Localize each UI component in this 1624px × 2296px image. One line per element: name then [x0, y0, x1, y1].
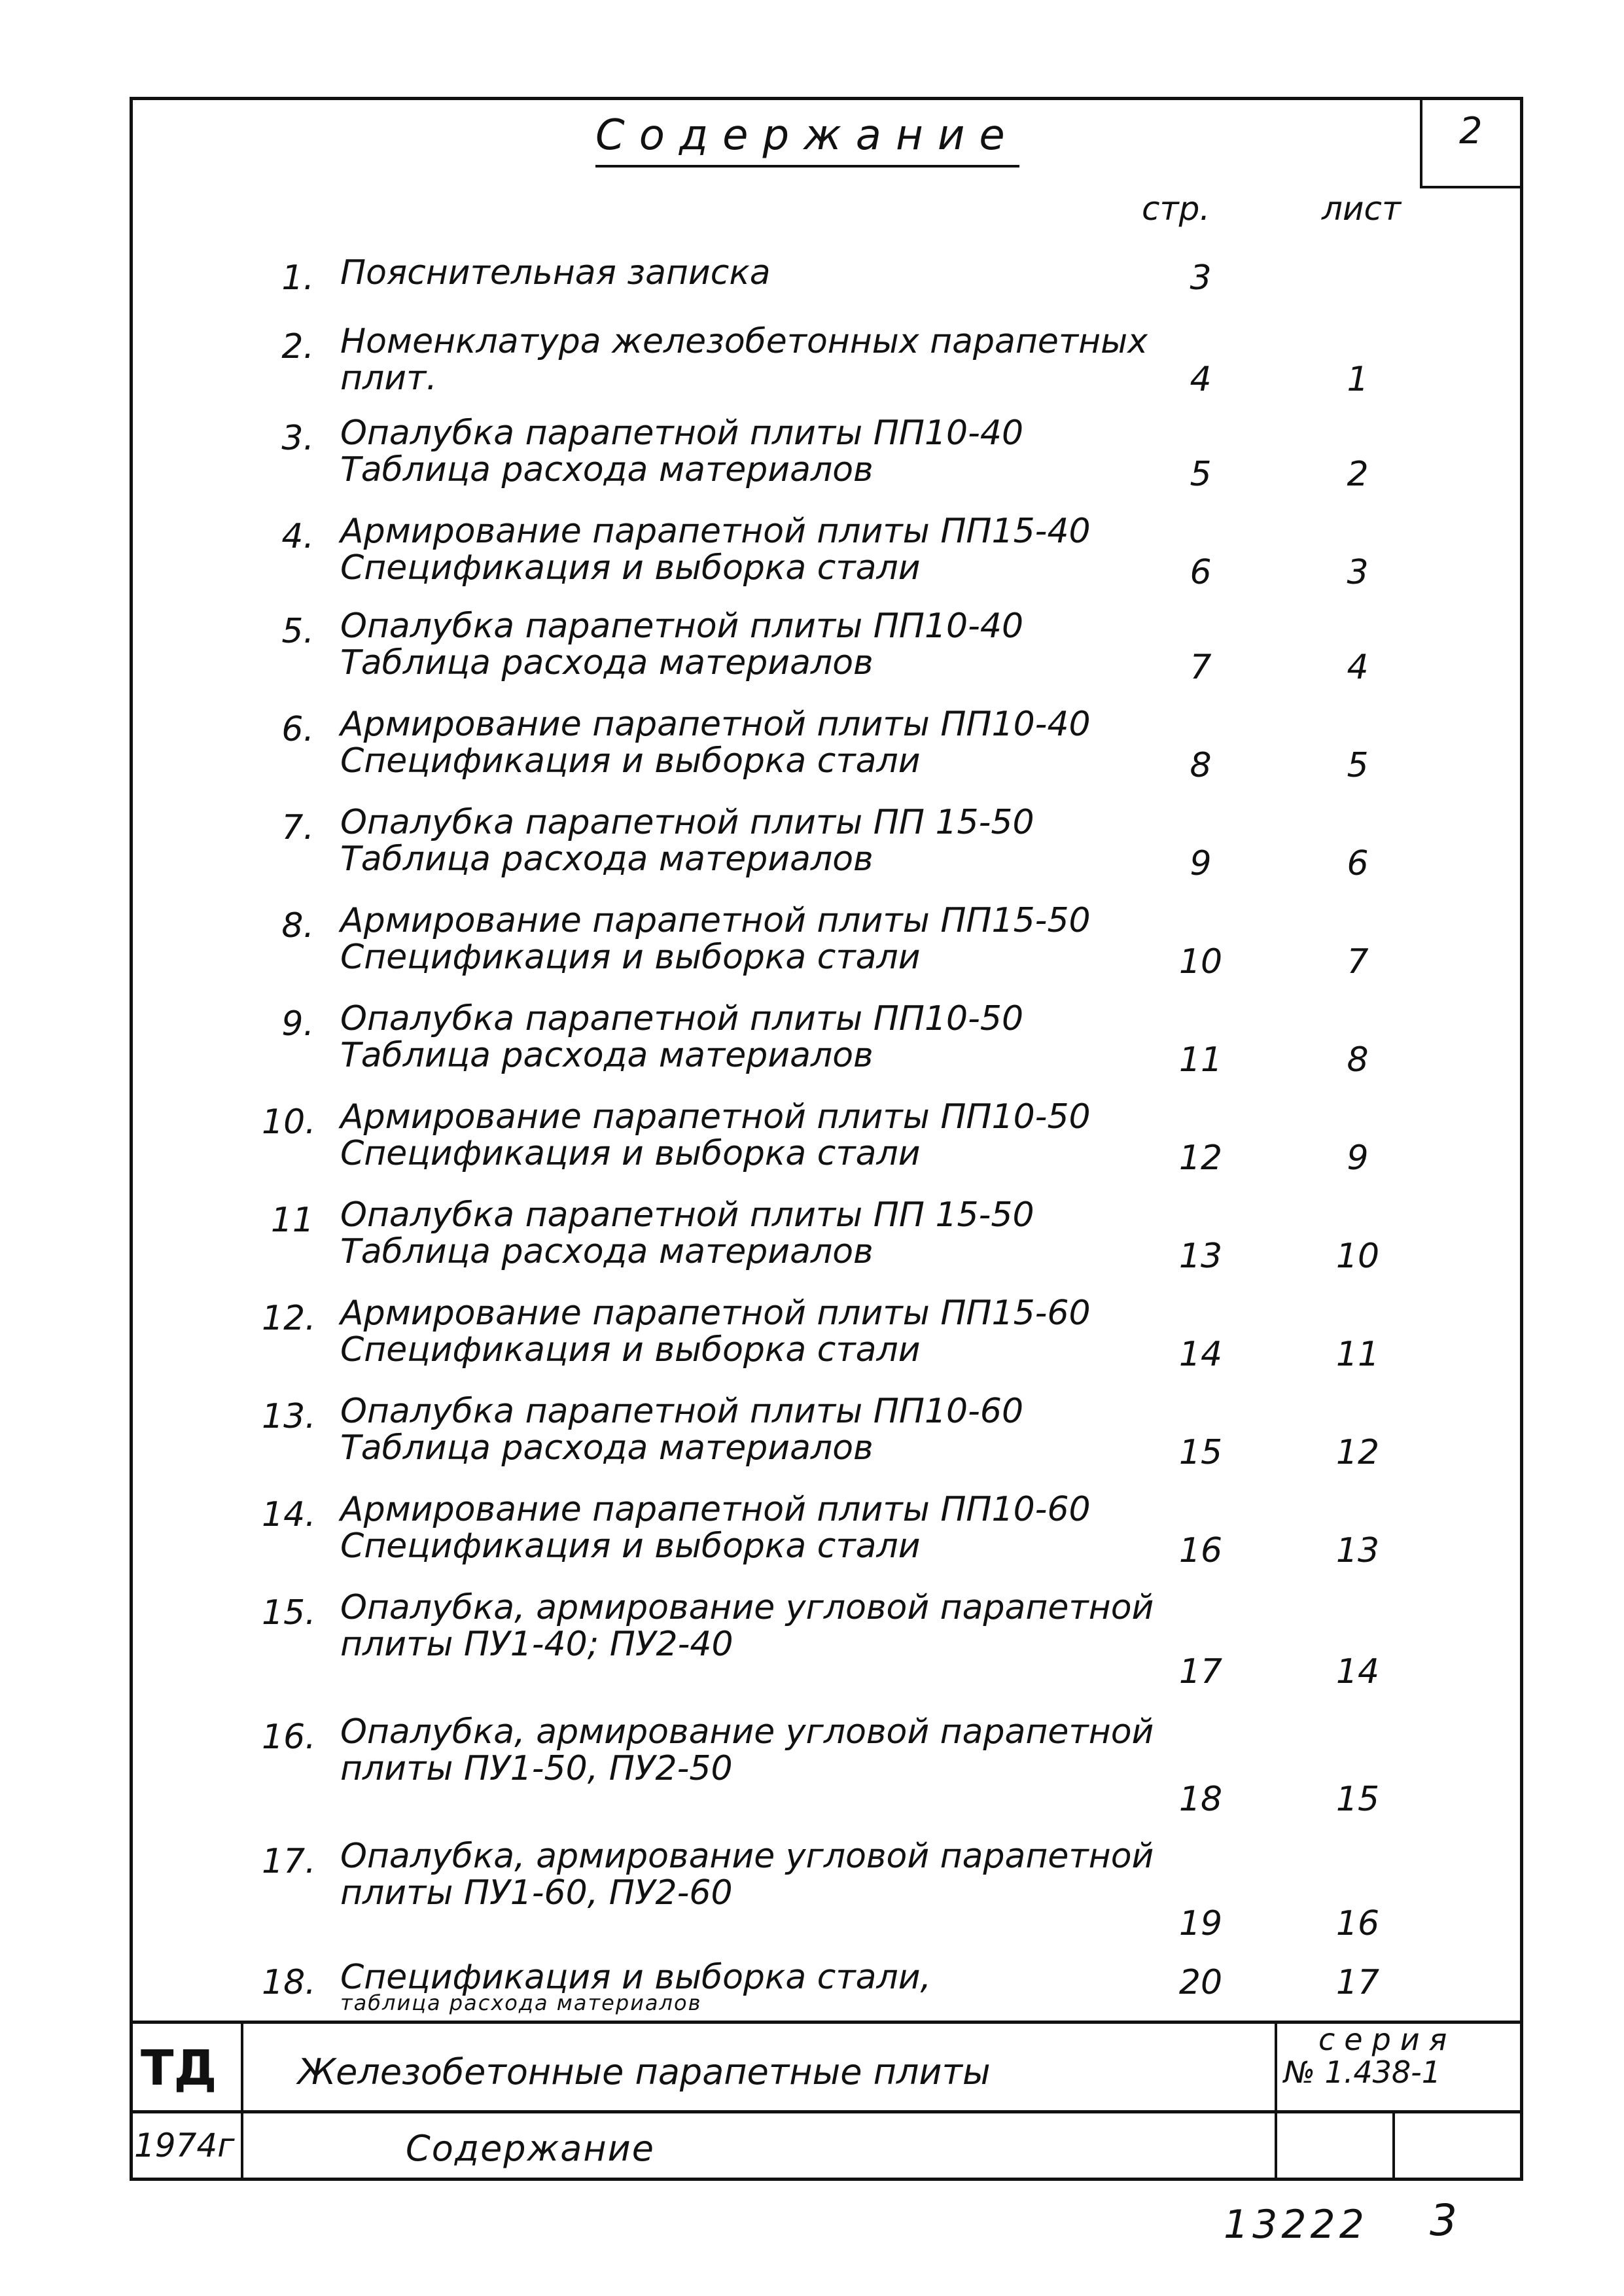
item-number: 4.	[281, 517, 314, 556]
contents-item	[0, 607, 1624, 687]
item-subtitle: плиты ПУ1-50, ПУ2-50	[340, 1749, 733, 1788]
item-sheet: 11	[1335, 1335, 1380, 1374]
item-title: Армирование парапетной плиты ПП15-40	[340, 512, 1091, 551]
contents-item	[0, 1195, 1624, 1276]
item-title: Армирование парапетной плиты ПП10-60	[340, 1490, 1091, 1529]
contents-item	[0, 1958, 1624, 2015]
item-number: 2.	[281, 327, 314, 366]
item-number: 3.	[281, 419, 314, 458]
item-sheet: 15	[1335, 1780, 1380, 1819]
item-page: 18	[1178, 1780, 1223, 1819]
item-page: 3	[1190, 258, 1212, 298]
contents-item	[0, 705, 1624, 785]
item-number: 1.	[281, 258, 314, 298]
page-title: Содержание	[595, 111, 1019, 168]
item-title: Спецификация и выборка стали,	[340, 1958, 932, 1997]
item-title: Опалубка парапетной плиты ПП10-40	[340, 607, 1024, 646]
item-number: 6.	[281, 710, 314, 749]
item-title: Опалубка, армирование угловой парапетной	[340, 1712, 1154, 1752]
contents-item	[0, 1392, 1624, 1472]
item-number: 10.	[262, 1103, 316, 1142]
item-subtitle: плиты ПУ1-60, ПУ2-60	[340, 1873, 733, 1913]
item-number: 17.	[262, 1842, 316, 1881]
stamp-top-line	[130, 2021, 1523, 2024]
item-number: 13.	[262, 1397, 316, 1436]
contents-item	[0, 512, 1624, 592]
item-sheet: 9	[1347, 1139, 1369, 1178]
item-subtitle: плит.	[340, 359, 437, 398]
item-page: 6	[1190, 553, 1212, 592]
item-page: 10	[1178, 942, 1223, 981]
item-sheet: 4	[1347, 648, 1369, 687]
contents-item	[0, 1837, 1624, 1943]
item-subtitle: Таблица расхода материалов	[340, 839, 874, 879]
item-sheet: 10	[1335, 1237, 1380, 1276]
item-page: 11	[1178, 1040, 1223, 1080]
item-subtitle: Спецификация и выборка стали	[340, 1527, 921, 1566]
stamp-middle-line	[130, 2110, 1523, 2113]
item-sheet: 7	[1347, 942, 1369, 981]
item-page: 7	[1190, 648, 1212, 687]
item-sheet: 13	[1335, 1531, 1380, 1570]
item-sheet: 2	[1347, 455, 1369, 494]
stamp-divider-right	[1275, 2021, 1277, 2181]
item-page: 12	[1178, 1139, 1223, 1178]
stamp-divider-left	[241, 2021, 243, 2181]
sheet-number: 2	[1459, 110, 1483, 152]
contents-item	[0, 1490, 1624, 1570]
item-subtitle: Таблица расхода материалов	[340, 450, 874, 489]
contents-item	[0, 901, 1624, 981]
item-number: 11	[270, 1201, 314, 1240]
contents-item	[0, 803, 1624, 883]
item-page: 13	[1178, 1237, 1223, 1276]
item-sheet: 17	[1335, 1963, 1380, 2002]
item-page: 16	[1178, 1531, 1223, 1570]
item-number: 12.	[262, 1299, 316, 1338]
contents-item	[0, 414, 1624, 494]
item-sheet: 6	[1347, 844, 1369, 883]
item-title: Опалубка, армирование угловой парапетной	[340, 1837, 1154, 1876]
item-sheet: 12	[1335, 1433, 1380, 1472]
item-subtitle: Спецификация и выборка стали	[340, 548, 921, 588]
item-page: 20	[1178, 1963, 1223, 2002]
item-subtitle: таблица расхода материалов	[340, 1990, 702, 2015]
item-subtitle: Таблица расхода материалов	[340, 1232, 874, 1271]
contents-item	[0, 1294, 1624, 1374]
contents-item	[0, 1097, 1624, 1178]
item-number: 18.	[262, 1963, 316, 2002]
item-title: Пояснительная записка	[340, 253, 771, 292]
item-subtitle: Спецификация и выборка стали	[340, 938, 921, 977]
stamp-org: ТД	[141, 2040, 217, 2096]
stamp-series-number: № 1.438-1	[1284, 2055, 1441, 2090]
item-title: Опалубка парапетной плиты ПП 15-50	[340, 803, 1034, 842]
inventory-number: 13222	[1224, 2202, 1368, 2248]
contents-item	[0, 322, 1624, 399]
item-title: Армирование парапетной плиты ПП15-50	[340, 901, 1091, 940]
item-page: 17	[1178, 1652, 1223, 1691]
item-page: 8	[1190, 746, 1212, 785]
item-subtitle: Таблица расхода материалов	[340, 1036, 874, 1075]
item-title: Номенклатура железобетонных парапетных	[340, 322, 1148, 361]
contents-item	[0, 253, 1624, 298]
item-title: Опалубка парапетной плиты ПП 15-50	[340, 1195, 1034, 1235]
stamp-series-label: серия	[1318, 2022, 1456, 2057]
item-page: 9	[1190, 844, 1212, 883]
column-header-sheet: лист	[1322, 190, 1402, 228]
contents-item	[0, 999, 1624, 1080]
item-title: Армирование парапетной плиты ПП10-50	[340, 1097, 1091, 1137]
stamp-name: Железобетонные парапетные плиты	[298, 2051, 991, 2093]
item-page: 19	[1178, 1904, 1223, 1943]
item-subtitle: плиты ПУ1-40; ПУ2-40	[340, 1625, 733, 1664]
item-title: Опалубка парапетной плиты ПП10-40	[340, 414, 1024, 453]
item-title: Опалубка, армирование угловой парапетной	[340, 1588, 1154, 1627]
item-number: 15.	[262, 1593, 316, 1633]
item-title: Армирование парапетной плиты ПП10-40	[340, 705, 1091, 744]
item-subtitle: Спецификация и выборка стали	[340, 741, 921, 781]
item-page: 4	[1190, 360, 1212, 399]
contents-item	[0, 1588, 1624, 1691]
stamp-sheet-title: Содержание	[406, 2128, 655, 2169]
item-subtitle: Спецификация и выборка стали	[340, 1330, 921, 1369]
item-number: 16.	[262, 1718, 316, 1757]
item-sheet: 8	[1347, 1040, 1369, 1080]
item-page: 14	[1178, 1335, 1223, 1374]
item-title: Опалубка парапетной плиты ПП10-50	[340, 999, 1024, 1038]
item-number: 7.	[281, 808, 314, 847]
item-number: 9.	[281, 1004, 314, 1044]
item-subtitle: Спецификация и выборка стали	[340, 1134, 921, 1173]
item-number: 14.	[262, 1495, 316, 1534]
page-number: 3	[1430, 2195, 1457, 2246]
item-sheet: 14	[1335, 1652, 1380, 1691]
item-number: 5.	[281, 612, 314, 651]
item-subtitle: Таблица расхода материалов	[340, 643, 874, 682]
item-number: 8.	[281, 906, 314, 945]
column-header-page: стр.	[1142, 190, 1210, 228]
contents-item	[0, 1712, 1624, 1819]
item-title: Опалубка парапетной плиты ПП10-60	[340, 1392, 1024, 1431]
item-sheet: 16	[1335, 1904, 1380, 1943]
item-title: Армирование парапетной плиты ПП15-60	[340, 1294, 1091, 1333]
item-page: 5	[1190, 455, 1212, 494]
item-sheet: 3	[1347, 553, 1369, 592]
item-sheet: 5	[1347, 746, 1369, 785]
stamp-year: 1974г	[134, 2127, 235, 2164]
item-page: 15	[1178, 1433, 1223, 1472]
stamp-divider-small	[1392, 2110, 1395, 2181]
item-sheet: 1	[1347, 360, 1369, 399]
item-subtitle: Таблица расхода материалов	[340, 1428, 874, 1468]
